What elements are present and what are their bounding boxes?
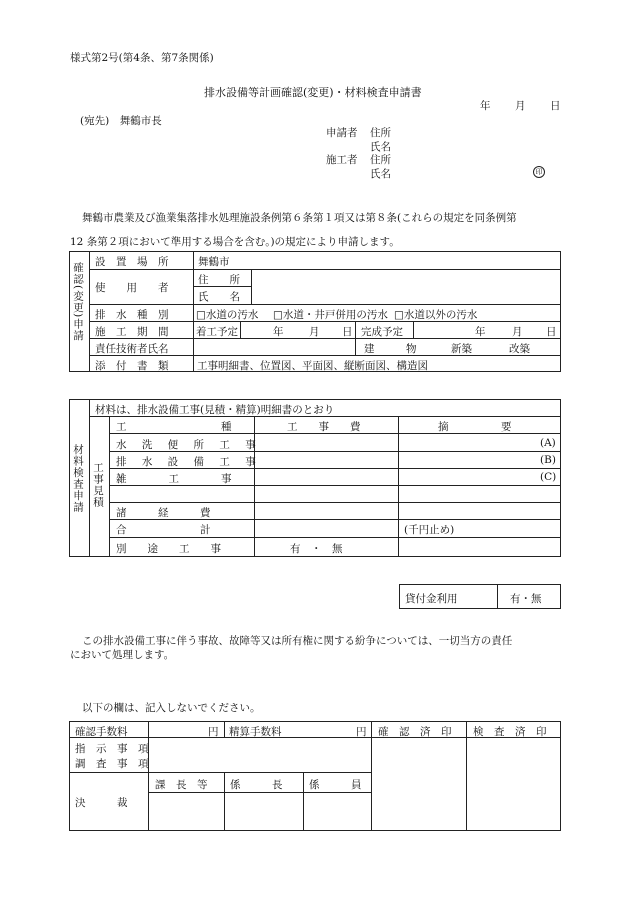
building-renovate[interactable]: 改築 <box>509 343 530 355</box>
chief-label: 課 長 等 <box>155 779 208 791</box>
confirm-side-label: 確認(変更)申請 <box>72 262 84 342</box>
applicant-name-label: 氏名 <box>370 141 391 153</box>
start-year: 年 <box>273 326 284 338</box>
start-label: 着工予定 <box>196 326 238 338</box>
contractor-address-label: 住所 <box>370 154 391 166</box>
row-toilet-work: 水 洗 便 所 工 事 <box>116 439 262 451</box>
building-new[interactable]: 新築 <box>451 343 472 355</box>
building-label: 建 物 <box>364 343 417 355</box>
start-month: 月 <box>309 326 320 338</box>
date-month: 月 <box>515 100 526 112</box>
seal-mark: 印 <box>533 166 545 178</box>
addressee: (宛先) 舞鶴市長 <box>80 115 162 127</box>
drain-option-1[interactable]: □水道の汚水 <box>196 309 259 321</box>
intro-line-1: 舞鶴市農業及び漁業集落排水処理施設条例第６条第１項又は第８条(これらの規定を同条例第 <box>82 212 517 224</box>
contractor-name-label: 氏名 <box>370 168 391 180</box>
user-name-label: 氏 名 <box>198 291 240 303</box>
attachments-value: 工事明細書、位置図、平面図、縦断面図、構造図 <box>197 360 428 372</box>
inspect-stamp-label: 検 査 済 印 <box>473 726 547 738</box>
start-day: 日 <box>342 326 353 338</box>
user-address-label: 住 所 <box>198 274 240 286</box>
section-chief-label: 係 長 <box>230 779 283 791</box>
user-label: 使 用 者 <box>95 282 169 294</box>
remark-b: (B) <box>540 454 556 466</box>
drain-option-3[interactable]: □水道以外の汚水 <box>394 309 478 321</box>
form-number: 様式第2号(第4条、第7条関係) <box>70 52 214 64</box>
row-misc-work: 雑 工 事 <box>116 473 232 485</box>
drain-option-2[interactable]: □水道・井戸併用の汚水 <box>273 309 388 321</box>
instruction-item-label: 指 示 事 項 <box>75 743 149 755</box>
survey-item-label: 調 査 事 項 <box>75 758 149 770</box>
settle-fee-yen: 円 <box>356 726 367 738</box>
attachments-label: 添 付 書 類 <box>95 360 169 372</box>
row-total: 合 計 <box>116 524 211 536</box>
disclaimer-line-1: この排水設備工事に伴う事故、故障等又は所有権に関する紛争については、一切当方の責任 <box>82 635 513 647</box>
header-work-type: 工 種 <box>116 421 232 433</box>
confirm-stamp-label: 確 認 済 印 <box>378 726 452 738</box>
fee-yen: 円 <box>208 726 219 738</box>
estimate-label: 工事見積 <box>92 462 104 508</box>
row-overhead: 諸 経 費 <box>116 507 211 519</box>
office-instruction: 以下の欄は、記入しないでください。 <box>82 702 261 714</box>
end-day: 日 <box>546 326 557 338</box>
header-cost: 工 事 費 <box>287 421 361 433</box>
fee-label: 確認手数料 <box>75 726 128 738</box>
contractor-role: 施工者 <box>326 154 358 166</box>
applicant-role: 申請者 <box>326 127 358 139</box>
material-side-label: 材料検査申請 <box>72 444 84 513</box>
remark-rounding: (千円止め) <box>404 524 455 536</box>
engineer-label: 責任技術者氏名 <box>95 343 169 355</box>
end-label: 完成予定 <box>361 326 403 338</box>
remark-c: (C) <box>540 471 557 483</box>
end-year: 年 <box>475 326 486 338</box>
location-label: 設 置 場 所 <box>95 256 169 268</box>
remark-a: (A) <box>540 437 556 449</box>
decision-label: 決 裁 <box>75 797 128 809</box>
location-value[interactable]: 舞鶴市 <box>198 256 230 268</box>
applicant-address-label: 住所 <box>370 127 391 139</box>
intro-line-2: 12 条第２項において準用する場合を含む。)の規定により申請します。 <box>70 236 400 248</box>
form-title: 排水設備等計画確認(変更)・材料検査申請書 <box>204 86 422 99</box>
material-note: 材料は、排水設備工事(見積・精算)明細書のとおり <box>95 404 335 416</box>
date-day: 日 <box>550 100 561 112</box>
settle-fee-label: 精算手数料 <box>229 726 282 738</box>
row-drain-work: 排 水 設 備 工 事 <box>116 456 262 468</box>
drain-type-label: 排 水 種 別 <box>95 309 169 321</box>
period-label: 施 工 期 間 <box>95 326 169 338</box>
separate-work-yes-no[interactable]: 有 ・ 無 <box>290 543 343 555</box>
loan-label: 貸付金利用 <box>405 593 458 605</box>
staff-label: 係 員 <box>309 779 362 791</box>
disclaimer-line-2: において処理します。 <box>70 649 175 661</box>
header-remarks: 摘 要 <box>438 421 512 433</box>
date-year: 年 <box>480 100 491 112</box>
row-separate-work: 別 途 工 事 <box>116 543 221 555</box>
end-month: 月 <box>512 326 523 338</box>
loan-value[interactable]: 有・無 <box>510 593 542 605</box>
